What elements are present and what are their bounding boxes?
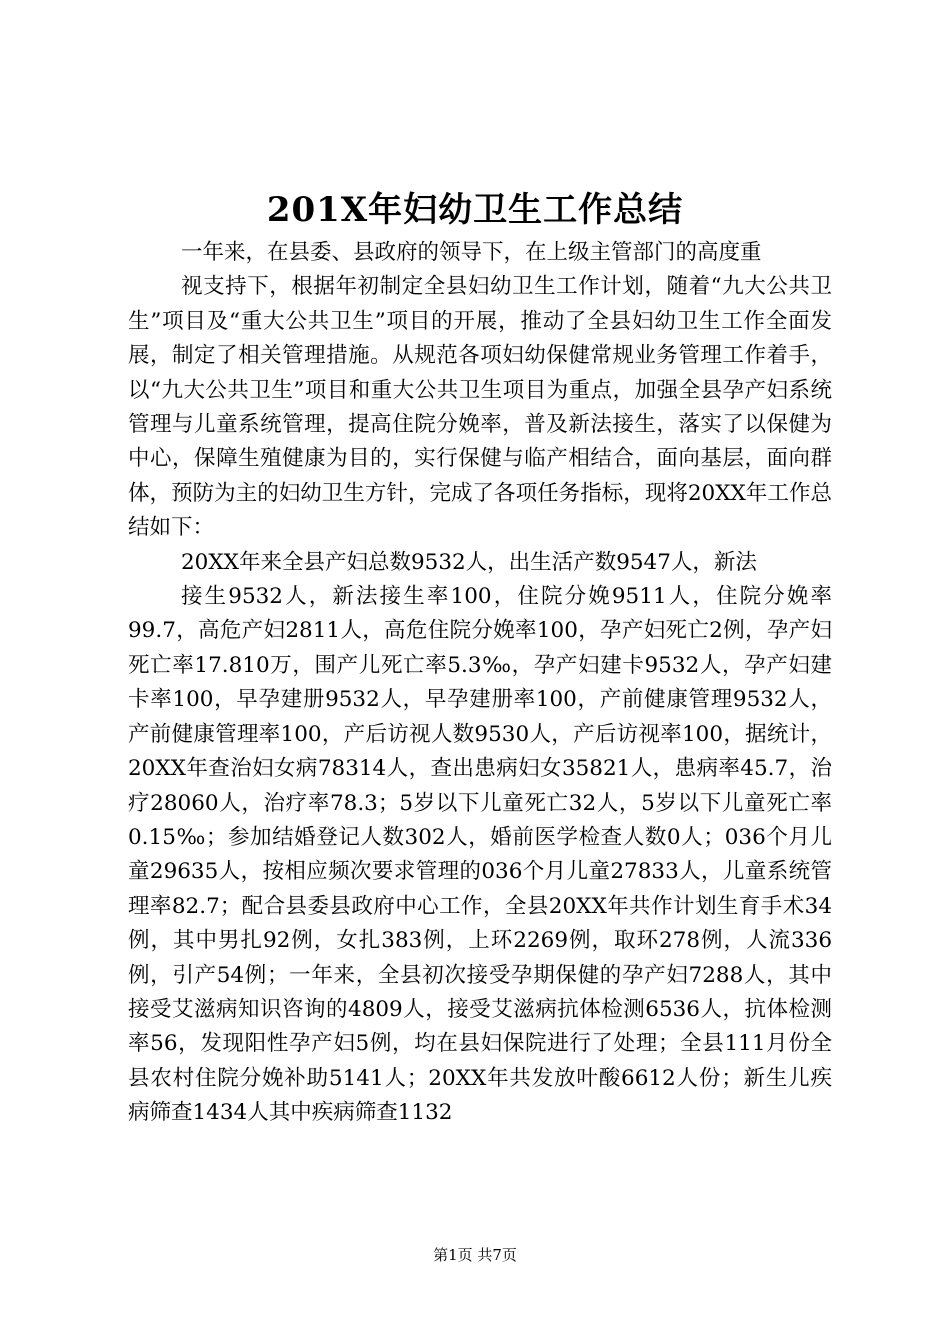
page-number-footer: 第1页 共7页 bbox=[433, 1246, 517, 1264]
document-title: 201X年妇幼卫生工作总结 bbox=[266, 190, 684, 230]
paragraph: 视支持下，根据年初制定全县妇幼卫生工作计划，随着“九大公共卫生”项目及“重大公共卫生”项目的开展，推动了全县妇幼卫生工作全面发展，制定了相关管理措施。从规范各项妇幼保健常规业务管理工作着手，以“九大公共卫生”项目和重大公共卫生项目为重点，加强全县孕产妇系统管理与儿童系统管理，提高住院分娩率，普及新法接生，落实了以保健为中心，保障生殖健康为目的，实行保健与临产相结合，面向基层，面向群体，预防为主的妇幼卫生方针，完成了各项任务指标，现将20XX年工作总结如下： bbox=[128, 274, 832, 541]
paragraph: 20XX年来全县产妇总数9532人，出生活产数9547人，新法 bbox=[181, 549, 757, 575]
paragraph: 接生9532人，新法接生率100，住院分娩9511人，住院分娩率99.7，高危产妇2811人，高危住院分娩率100，孕产妇死亡2例，孕产妇死亡率17.810万，围产儿死亡率5.3‰，孕产妇建卡9532人，孕产妇建卡率100，早孕建册9532人，早孕建册率100，产前健康管理9532人，产前健康管理率100，产后访视人数9530人，产后访视率100，据统计，20XX年查治妇女病78314人，查出患病妇女35821人，患病率45.7，治疗28060人，治疗率78.3；5岁以下儿童死亡32人，5岁以下儿童死亡率0.15‰；参加结婚登记人数302人，婚前医学检查人数0人；036个月儿童29635人，按相应频次要求管理的036个月儿童27833人，儿童系统管理率82.7；配合县委县政府中心工作，全县20XX年共作计划生育手术34例，其中男扎92例，女扎383例，上环2269例，取环278例，人流336例，引产54例；一年来，全县初次接受孕期保健的孕产妇7288人，其中接受艾滋病知识咨询的4809人，接受艾滋病抗体检测6536人，抗体检测率56，发现阳性孕产妇5例，均在县妇保院进行了处理；全县111月份全县农村住院分娩补助5141人；20XX年共发放叶酸6612人份；新生儿疾病筛查1434人其中疾病筛查1132 bbox=[128, 584, 832, 1126]
paragraph: 一年来，在县委、县政府的领导下，在上级主管部门的高度重 bbox=[181, 240, 762, 265]
document-body bbox=[128, 236, 832, 1131]
